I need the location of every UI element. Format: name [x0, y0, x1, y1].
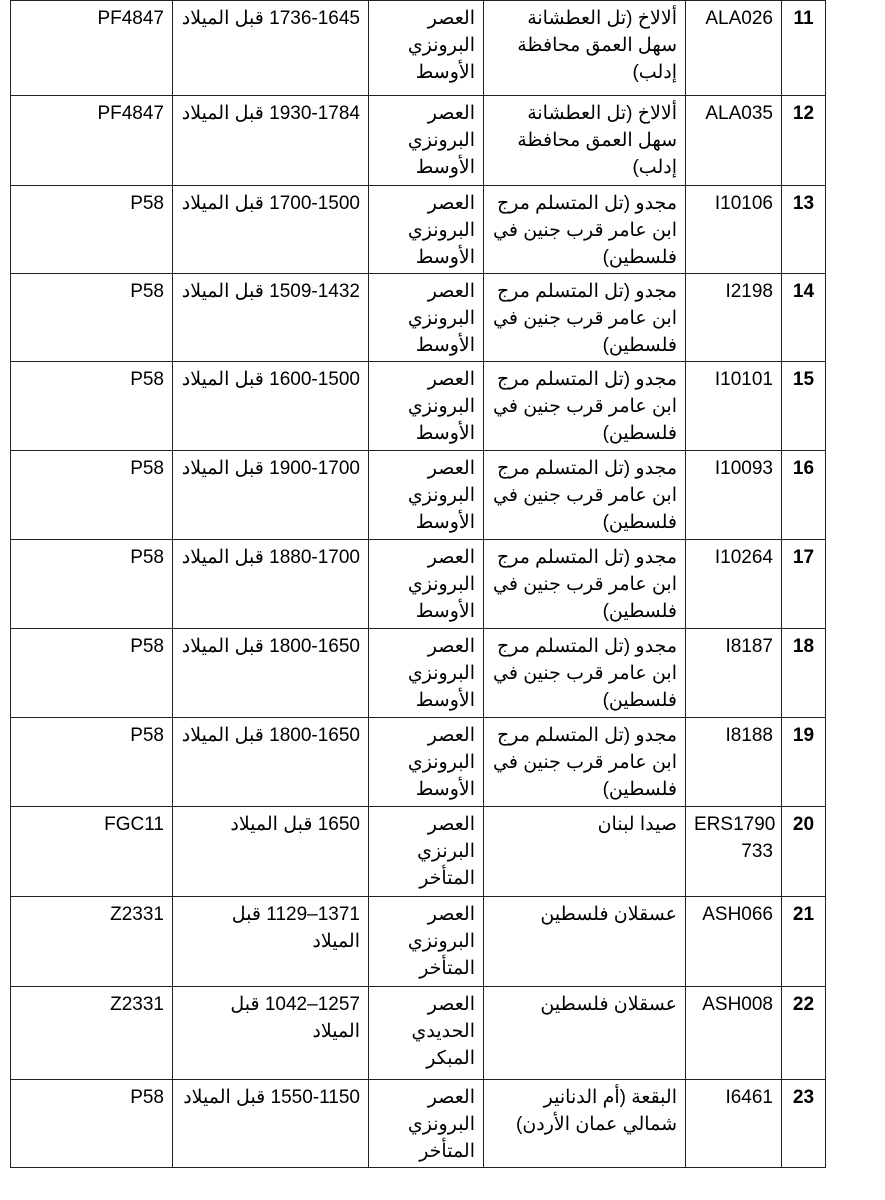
sample-id-cell: ASH008 — [686, 987, 782, 1080]
row-number-cell: 13 — [782, 186, 826, 274]
site-cell: مجدو (تل المتسلم مرج ابن عامر قرب جنين في فلسطين) — [484, 274, 686, 362]
haplogroup-cell: P58 — [11, 1080, 173, 1168]
era-cell: العصر البرنزي المتأخر — [369, 807, 484, 897]
table-row — [11, 540, 826, 629]
table-row — [11, 274, 826, 362]
date-cell: 1880-1700 قبل الميلاد — [173, 540, 369, 629]
table-row — [11, 1080, 826, 1168]
sample-id-cell: I10101 — [686, 362, 782, 451]
ancient-dna-table — [10, 0, 826, 1168]
site-cell: عسقلان فلسطين — [484, 897, 686, 987]
row-number-cell: 11 — [782, 1, 826, 96]
sample-id-cell: ERS1790 733 — [686, 807, 782, 897]
site-cell: البقعة (أم الدنانير شمالي عمان الأردن) — [484, 1080, 686, 1168]
document-page — [10, 0, 825, 1200]
haplogroup-cell: P58 — [11, 718, 173, 807]
site-cell: مجدو (تل المتسلم مرج ابن عامر قرب جنين في فلسطين) — [484, 629, 686, 718]
era-cell: العصر البرونزي الأوسط — [369, 362, 484, 451]
row-number-cell: 15 — [782, 362, 826, 451]
haplogroup-cell: Z2331 — [11, 897, 173, 987]
table-row — [11, 897, 826, 987]
era-cell: العصر البرونزي الأوسط — [369, 540, 484, 629]
site-cell: عسقلان فلسطين — [484, 987, 686, 1080]
date-cell: 1257–1042 قبل الميلاد — [173, 987, 369, 1080]
table-row — [11, 987, 826, 1080]
row-number-cell: 19 — [782, 718, 826, 807]
haplogroup-cell: P58 — [11, 629, 173, 718]
site-cell: ألالاخ (تل العطشانة سهل العمق محافظة إدلب) — [484, 1, 686, 96]
haplogroup-cell: FGC11 — [11, 807, 173, 897]
haplogroup-cell: P58 — [11, 540, 173, 629]
table-row — [11, 186, 826, 274]
row-number-cell: 20 — [782, 807, 826, 897]
row-number-cell: 14 — [782, 274, 826, 362]
date-cell: 1736-1645 قبل الميلاد — [173, 1, 369, 96]
sample-id-cell: I6461 — [686, 1080, 782, 1168]
site-cell: مجدو (تل المتسلم مرج ابن عامر قرب جنين في فلسطين) — [484, 186, 686, 274]
sample-id-cell: I2198 — [686, 274, 782, 362]
date-cell: 1509-1432 قبل الميلاد — [173, 274, 369, 362]
sample-id-cell: I10264 — [686, 540, 782, 629]
date-cell: 1900-1700 قبل الميلاد — [173, 451, 369, 540]
site-cell: مجدو (تل المتسلم مرج ابن عامر قرب جنين في فلسطين) — [484, 362, 686, 451]
site-cell: مجدو (تل المتسلم مرج ابن عامر قرب جنين في فلسطين) — [484, 718, 686, 807]
table-row — [11, 807, 826, 897]
sample-id-cell: ALA035 — [686, 96, 782, 186]
row-number-cell: 18 — [782, 629, 826, 718]
table-row — [11, 451, 826, 540]
era-cell: العصر البرونزي الأوسط — [369, 186, 484, 274]
table-row — [11, 718, 826, 807]
row-number-cell: 16 — [782, 451, 826, 540]
sample-id-cell: I10106 — [686, 186, 782, 274]
date-cell: 1650 قبل الميلاد — [173, 807, 369, 897]
date-cell: 1550-1150 قبل الميلاد — [173, 1080, 369, 1168]
table-row — [11, 629, 826, 718]
sample-id-cell: ASH066 — [686, 897, 782, 987]
era-cell: العصر البرونزي المتأخر — [369, 897, 484, 987]
row-number-cell: 17 — [782, 540, 826, 629]
site-cell: مجدو (تل المتسلم مرج ابن عامر قرب جنين في فلسطين) — [484, 451, 686, 540]
haplogroup-cell: PF4847 — [11, 1, 173, 96]
haplogroup-cell: PF4847 — [11, 96, 173, 186]
era-cell: العصر البرونزي الأوسط — [369, 451, 484, 540]
sample-id-cell: I10093 — [686, 451, 782, 540]
date-cell: 1800-1650 قبل الميلاد — [173, 629, 369, 718]
table-row — [11, 96, 826, 186]
row-number-cell: 21 — [782, 897, 826, 987]
table-row — [11, 1, 826, 96]
date-cell: 1371–1129 قبل الميلاد — [173, 897, 369, 987]
date-cell: 1930-1784 قبل الميلاد — [173, 96, 369, 186]
table-body — [11, 1, 826, 1168]
haplogroup-cell: Z2331 — [11, 987, 173, 1080]
date-cell: 1600-1500 قبل الميلاد — [173, 362, 369, 451]
site-cell: مجدو (تل المتسلم مرج ابن عامر قرب جنين في فلسطين) — [484, 540, 686, 629]
era-cell: العصر البرونزي الأوسط — [369, 96, 484, 186]
haplogroup-cell: P58 — [11, 451, 173, 540]
haplogroup-cell: P58 — [11, 274, 173, 362]
row-number-cell: 23 — [782, 1080, 826, 1168]
sample-id-cell: I8188 — [686, 718, 782, 807]
sample-id-cell: ALA026 — [686, 1, 782, 96]
table-row — [11, 362, 826, 451]
site-cell: صيدا لبنان — [484, 807, 686, 897]
row-number-cell: 12 — [782, 96, 826, 186]
row-number-cell: 22 — [782, 987, 826, 1080]
era-cell: العصر البرونزي الأوسط — [369, 1, 484, 96]
era-cell: العصر الحديدي المبكر — [369, 987, 484, 1080]
site-cell: ألالاخ (تل العطشانة سهل العمق محافظة إدلب) — [484, 96, 686, 186]
sample-id-cell: I8187 — [686, 629, 782, 718]
era-cell: العصر البرونزي الأوسط — [369, 274, 484, 362]
haplogroup-cell: P58 — [11, 186, 173, 274]
era-cell: العصر البرونزي المتأخر — [369, 1080, 484, 1168]
page-margin — [845, 0, 885, 1200]
era-cell: العصر البرونزي الأوسط — [369, 629, 484, 718]
date-cell: 1700-1500 قبل الميلاد — [173, 186, 369, 274]
haplogroup-cell: P58 — [11, 362, 173, 451]
date-cell: 1800-1650 قبل الميلاد — [173, 718, 369, 807]
era-cell: العصر البرونزي الأوسط — [369, 718, 484, 807]
